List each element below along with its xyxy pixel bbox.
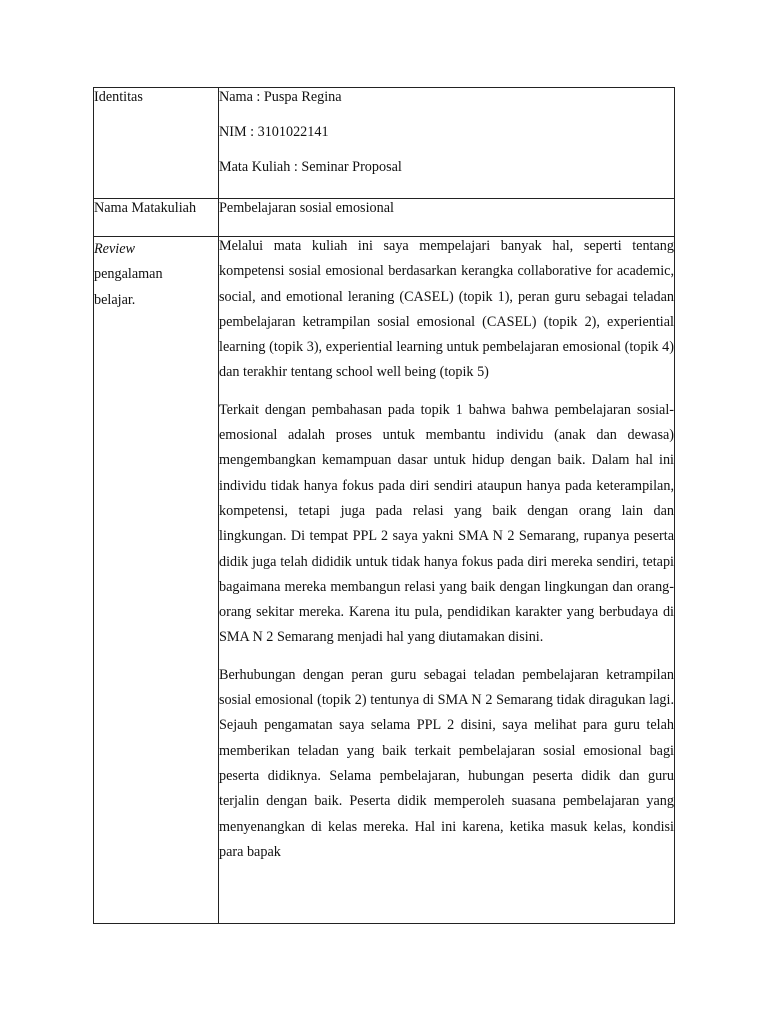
- course-value-cell: [219, 199, 675, 237]
- student-name: Nama : Puspa Regina: [219, 89, 342, 105]
- identity-label: Identitas: [94, 89, 143, 105]
- student-nim: NIM : 3101022141: [219, 124, 329, 140]
- review-paragraph: Terkait dengan pembahasan pada topik 1 bahwa bahwa pembelajaran sosial-emosional adalah proses untuk membantu individu (anak dan dewasa) mengembangkan kemampuan dasar untuk hidup dengan baik. Dalam hal ini individu tidak hanya fokus pada diri sendiri ataupun hanya pada keterampilan, kompetensi, tetapi juga pada relasi yang baik dengan orang lain dan lingkungan. Di tempat PPL 2 saya yakni SMA N 2 Semarang, rupanya peserta didik juga telah dididik untuk tidak hanya fokus pada diri mereka sendiri, tetapi bagaimana mereka membangun relasi yang baik dengan lingkungan dan orang-orang sekitar mereka. Karena itu pula, pendidikan karakter yang berbudaya di SMA N 2 Semarang menjadi hal yang diutamakan disini.: [219, 401, 674, 646]
- table-row-identity: [94, 88, 675, 199]
- identity-label-cell: [94, 88, 219, 199]
- table-row-course: [94, 199, 675, 237]
- review-paragraph: Melalui mata kuliah ini saya mempelajari banyak hal, seperti tentang kompetensi sosial emosional berdasarkan kerangka collaborative for academic, social, and emotional leraning (CASEL) (topik 1), peran guru sebagai teladan pembelajaran ketrampilan sosial emosional (CASEL) (topik 2), experiential learning (topik 3), experiential learning untuk pembelajaran emosional (topik 4) dan terakhir tentang school well being (topik 5): [219, 238, 674, 381]
- review-label-line2: pengalaman: [94, 266, 163, 283]
- review-label-cell: [94, 237, 219, 924]
- document-table: [93, 87, 675, 924]
- table-row-review: [94, 237, 675, 924]
- review-label-italic: Review: [94, 241, 135, 257]
- identity-value-cell: [219, 88, 675, 199]
- review-content-cell: [219, 237, 675, 924]
- review-label-line3: belajar.: [94, 291, 136, 308]
- course-value: Pembelajaran sosial emosional: [219, 200, 394, 216]
- course-name: Mata Kuliah : Seminar Proposal: [219, 159, 402, 175]
- review-paragraph: Berhubungan dengan peran guru sebagai teladan pembelajaran ketrampilan sosial emosional (topik 2) tentunya di SMA N 2 Semarang tidak diragukan lagi. Sejauh pengamatan saya selama PPL 2 disini, saya melihat para guru telah memberikan teladan yang baik terkait pembelajaran sosial emosional bagi peserta didiknya. Selama pembelajaran, hubungan peserta didik dan guru terjalin dengan baik. Peserta didik memperoleh suasana pembelajaran yang menyenangkan di kelas mereka. Hal ini karena, ketika masuk kelas, kondisi para bapak: [219, 666, 674, 860]
- review-label: [94, 237, 218, 313]
- course-label: Nama Matakuliah: [94, 200, 197, 216]
- course-label-cell: [94, 199, 219, 237]
